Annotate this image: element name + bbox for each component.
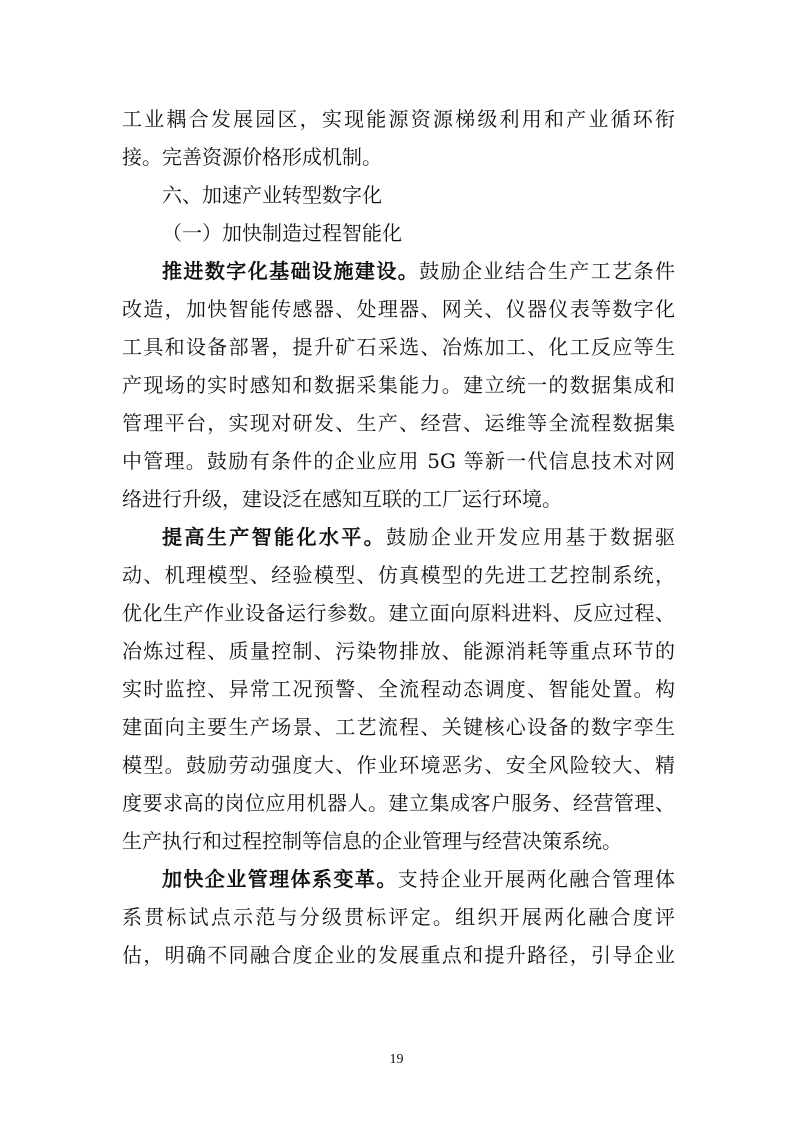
- paragraph-line: 优化生产作业设备运行参数。建立面向原料进料、反应过程、: [122, 601, 675, 625]
- paragraph-lead: 提高生产智能化水平。: [162, 525, 387, 549]
- paragraph-line: [122, 252, 675, 290]
- paragraph-line: 系贯标试点示范与分级贯标评定。组织开展两化融合度评: [122, 905, 675, 929]
- paragraph-line: 改造，加快智能传感器、处理器、网关、仪器仪表等数字化: [122, 297, 675, 321]
- paragraph-line: 实时监控、异常工况预警、全流程动态调度、智能处置。构: [122, 677, 675, 701]
- paragraph-line: [122, 518, 675, 556]
- paragraph-text: 支持企业开展两化融合管理体: [397, 867, 676, 891]
- paragraph-line: 冶炼过程、质量控制、污染物排放、能源消耗等重点环节的: [122, 639, 675, 663]
- paragraph-line: 估，明确不同融合度企业的发展重点和提升路径，引导企业: [122, 943, 675, 967]
- paragraph-lead: 加快企业管理体系变革。: [162, 867, 398, 891]
- paragraph-line: 度要求高的岗位应用机器人。建立集成客户服务、经营管理、: [122, 791, 675, 815]
- body-text: [122, 100, 675, 974]
- paragraph-line: 管理平台，实现对研发、生产、经营、运维等全流程数据集: [122, 411, 675, 435]
- paragraph-line: [122, 860, 675, 898]
- paragraph-line: 工业耦合发展园区，实现能源资源梯级利用和产业循环衔: [122, 107, 675, 131]
- paragraph-line: 产现场的实时感知和数据采集能力。建立统一的数据集成和: [122, 373, 675, 397]
- paragraph-line: 工具和设备部署，提升矿石采选、冶炼加工、化工反应等生: [122, 335, 675, 359]
- section-heading: 六、加速产业转型数字化: [162, 183, 382, 207]
- paragraph-line: 动、机理模型、经验模型、仿真模型的先进工艺控制系统，: [122, 563, 675, 587]
- page-number: 19: [389, 1052, 404, 1067]
- paragraph-line: 生产执行和过程控制等信息的企业管理与经营决策系统。: [122, 829, 622, 853]
- paragraph-text: 鼓励企业开发应用基于数据驱: [386, 525, 676, 549]
- paragraph-lead: 推进数字化基础设施建设。: [162, 259, 420, 283]
- paragraph-line: 接。完善资源价格形成机制。: [122, 145, 382, 169]
- paragraph-line: 中管理。鼓励有条件的企业应用 5G 等新一代信息技术对网: [122, 449, 675, 473]
- paragraph-text: 鼓励企业结合生产工艺条件: [419, 259, 676, 283]
- paragraph-line: 模型。鼓励劳动强度大、作业环境恶劣、安全风险较大、精: [122, 753, 675, 777]
- paragraph-line: 络进行升级，建设泛在感知互联的工厂运行环境。: [122, 487, 562, 511]
- paragraph-line: 建面向主要生产场景、工艺流程、关键核心设备的数字孪生: [122, 715, 675, 739]
- subsection-heading: （一）加快制造过程智能化: [162, 221, 402, 245]
